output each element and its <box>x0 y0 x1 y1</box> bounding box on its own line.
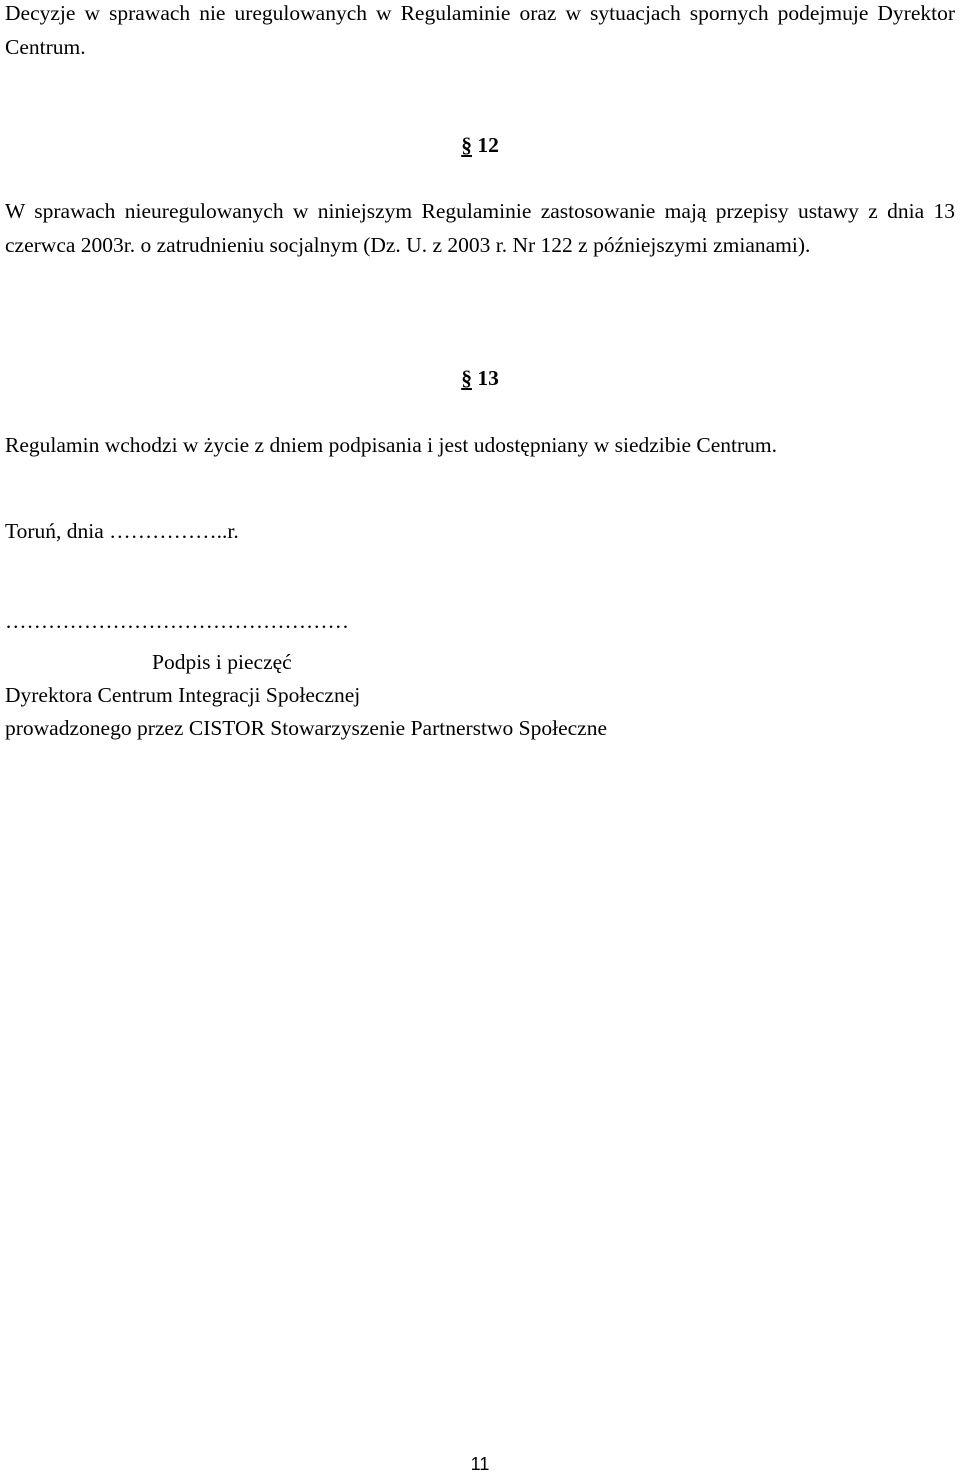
signature-label: Podpis i pieczęć <box>152 650 292 674</box>
intro-paragraph: Decyzje w sprawach nie uregulowanych w Regulaminie oraz w sytuacjach spornych podejmuje Dyrektor Centrum. <box>5 1 955 59</box>
page-number: 11 <box>470 1454 490 1474</box>
section-sign-icon: § <box>461 366 472 390</box>
section-13-number: 13 <box>477 366 499 390</box>
section-13-heading <box>0 361 960 395</box>
place-date-line: Toruń, dnia ……………..r. <box>5 519 239 543</box>
section-sign-icon: § <box>461 133 472 157</box>
section-13-text: Regulamin wchodzi w życie z dniem podpisania i jest udostępniany w siedzibie Centrum. <box>5 433 778 457</box>
section-12-text: W sprawach nieuregulowanych w niniejszym Regulaminie zastosowanie mają przepisy ustawy z dnia 13 czerwca 2003r. o zatrudnieniu socjalnym (Dz. U. z 2003 r. Nr 122 z późniejszymi zmianami). <box>5 199 955 257</box>
signature-dots: ………………………………………… <box>5 609 349 633</box>
signature-title-line2: prowadzonego przez CISTOR Stowarzyszenie Partnerstwo Społeczne <box>5 716 608 740</box>
section-12-heading <box>0 128 960 162</box>
section-12-number: 12 <box>477 133 499 157</box>
signature-title-line1: Dyrektora Centrum Integracji Społecznej <box>5 683 361 707</box>
